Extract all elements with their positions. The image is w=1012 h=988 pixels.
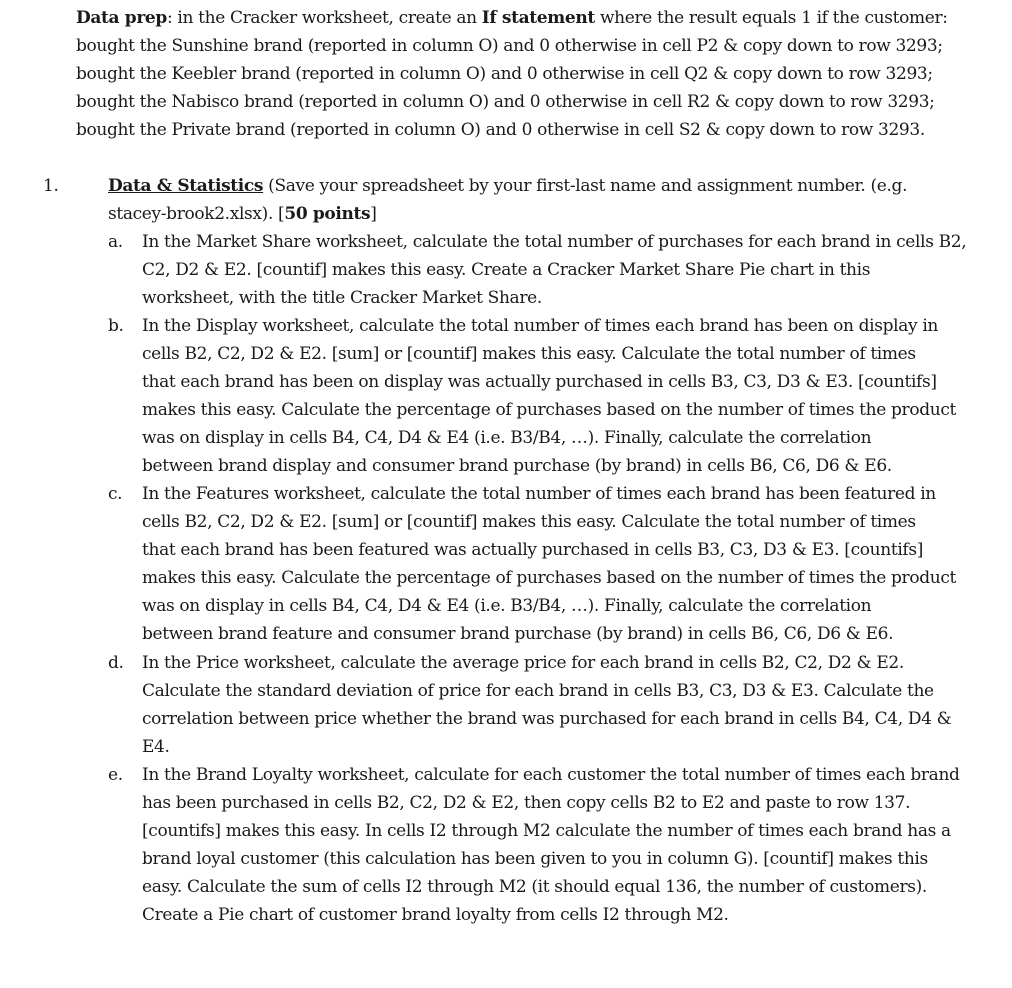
text-line: C2, D2 & E2. [countif] makes this easy. Create a Cracker Market Share Pie chart in this: [142, 260, 871, 280]
text-line: Calculate the standard deviation of price for each brand in cells B3, C3, D3 & E3. Calculate the: [142, 681, 934, 701]
text-line: Create a Pie chart of customer brand loyalty from cells I2 through M2.: [142, 905, 729, 925]
text-line: E4.: [142, 737, 170, 757]
if-statement-term: If statement: [481, 8, 595, 28]
sub-item-text: [142, 480, 1008, 648]
text-line: makes this easy. Calculate the percentage of purchases based on the number of times the product: [142, 568, 956, 588]
sub-item-label: c.: [108, 484, 123, 504]
sub-item-label: e.: [108, 765, 123, 785]
text-line: worksheet, with the title Cracker Market Share.: [142, 288, 542, 308]
text-line: was on display in cells B4, C4, D4 & E4 (i.e. B3/B4, …). Finally, calculate the correlation: [142, 596, 872, 616]
text-line: brand loyal customer (this calculation has been given to you in column G). [countif] makes this: [142, 849, 928, 869]
data-prep-label: Data prep: [76, 8, 167, 28]
sub-item-text: [142, 312, 1008, 480]
sub-item-text: [142, 228, 1008, 312]
text-line: In the Price worksheet, calculate the average price for each brand in cells B2, C2, D2 & E2.: [142, 653, 904, 673]
text-line: In the Display worksheet, calculate the total number of times each brand has been on display in: [142, 316, 939, 336]
text-line: cells B2, C2, D2 & E2. [sum] or [countif] makes this easy. Calculate the total number of times: [142, 344, 916, 364]
sub-item-label: d.: [108, 653, 124, 673]
question-1-line-1: Data & Statistics (Save your spreadsheet by your first-last name and assignment number. (e.g.: [108, 176, 908, 196]
text-line: has been purchased in cells B2, C2, D2 & E2, then copy cells B2 to E2 and paste to row 137.: [142, 793, 911, 813]
data-prep-line: bought the Keebler brand (reported in column O) and 0 otherwise in cell Q2 & copy down to row 3293;: [76, 64, 933, 84]
text-line: In the Features worksheet, calculate the total number of times each brand has been featured in: [142, 484, 936, 504]
text-line: In the Brand Loyalty worksheet, calculate for each customer the total number of times each brand: [142, 765, 960, 785]
text-line: that each brand has been on display was actually purchased in cells B3, C3, D3 & E3. [countifs]: [142, 372, 937, 392]
text-line: easy. Calculate the sum of cells I2 through M2 (it should equal 136, the number of customers).: [142, 877, 927, 897]
sub-item-label: b.: [108, 316, 124, 336]
text-line: [countifs] makes this easy. In cells I2 through M2 calculate the number of times each brand has a: [142, 821, 951, 841]
data-prep-line: bought the Nabisco brand (reported in column O) and 0 otherwise in cell R2 & copy down to row 3293;: [76, 92, 935, 112]
text-line: In the Market Share worksheet, calculate the total number of purchases for each brand in cells B2,: [142, 232, 967, 252]
sub-item-text: [142, 649, 1008, 761]
data-prep-line: bought the Private brand (reported in column O) and 0 otherwise in cell S2 & copy down to row 3293.: [76, 120, 925, 140]
question-1-intro: [108, 172, 998, 228]
question-title: Data & Statistics: [108, 176, 264, 196]
question-1-line-2: stacey-brook2.xlsx). [50 points]: [108, 204, 377, 224]
text-line: correlation between price whether the brand was purchased for each brand in cells B4, C4, D4 &: [142, 709, 952, 729]
text-line: makes this easy. Calculate the percentage of purchases based on the number of times the product: [142, 400, 956, 420]
question-number: 1.: [43, 176, 59, 196]
data-prep-line: bought the Sunshine brand (reported in column O) and 0 otherwise in cell P2 & copy down to row 3293;: [76, 36, 943, 56]
data-prep-line-1: Data prep: in the Cracker worksheet, create an If statement where the result equals 1 if the customer:: [76, 8, 948, 28]
text-line: that each brand has been featured was actually purchased in cells B3, C3, D3 & E3. [countifs]: [142, 540, 924, 560]
data-prep-paragraph: [76, 4, 1006, 144]
sub-item-label: a.: [108, 232, 123, 252]
text-line: between brand feature and consumer brand purchase (by brand) in cells B6, C6, D6 & E6.: [142, 624, 894, 644]
text-line: was on display in cells B4, C4, D4 & E4 (i.e. B3/B4, …). Finally, calculate the correlation: [142, 428, 872, 448]
points-label: 50 points: [284, 204, 371, 224]
sub-item-text: [142, 761, 1008, 929]
text-line: between brand display and consumer brand purchase (by brand) in cells B6, C6, D6 & E6.: [142, 456, 892, 476]
text-line: cells B2, C2, D2 & E2. [sum] or [countif] makes this easy. Calculate the total number of times: [142, 512, 916, 532]
